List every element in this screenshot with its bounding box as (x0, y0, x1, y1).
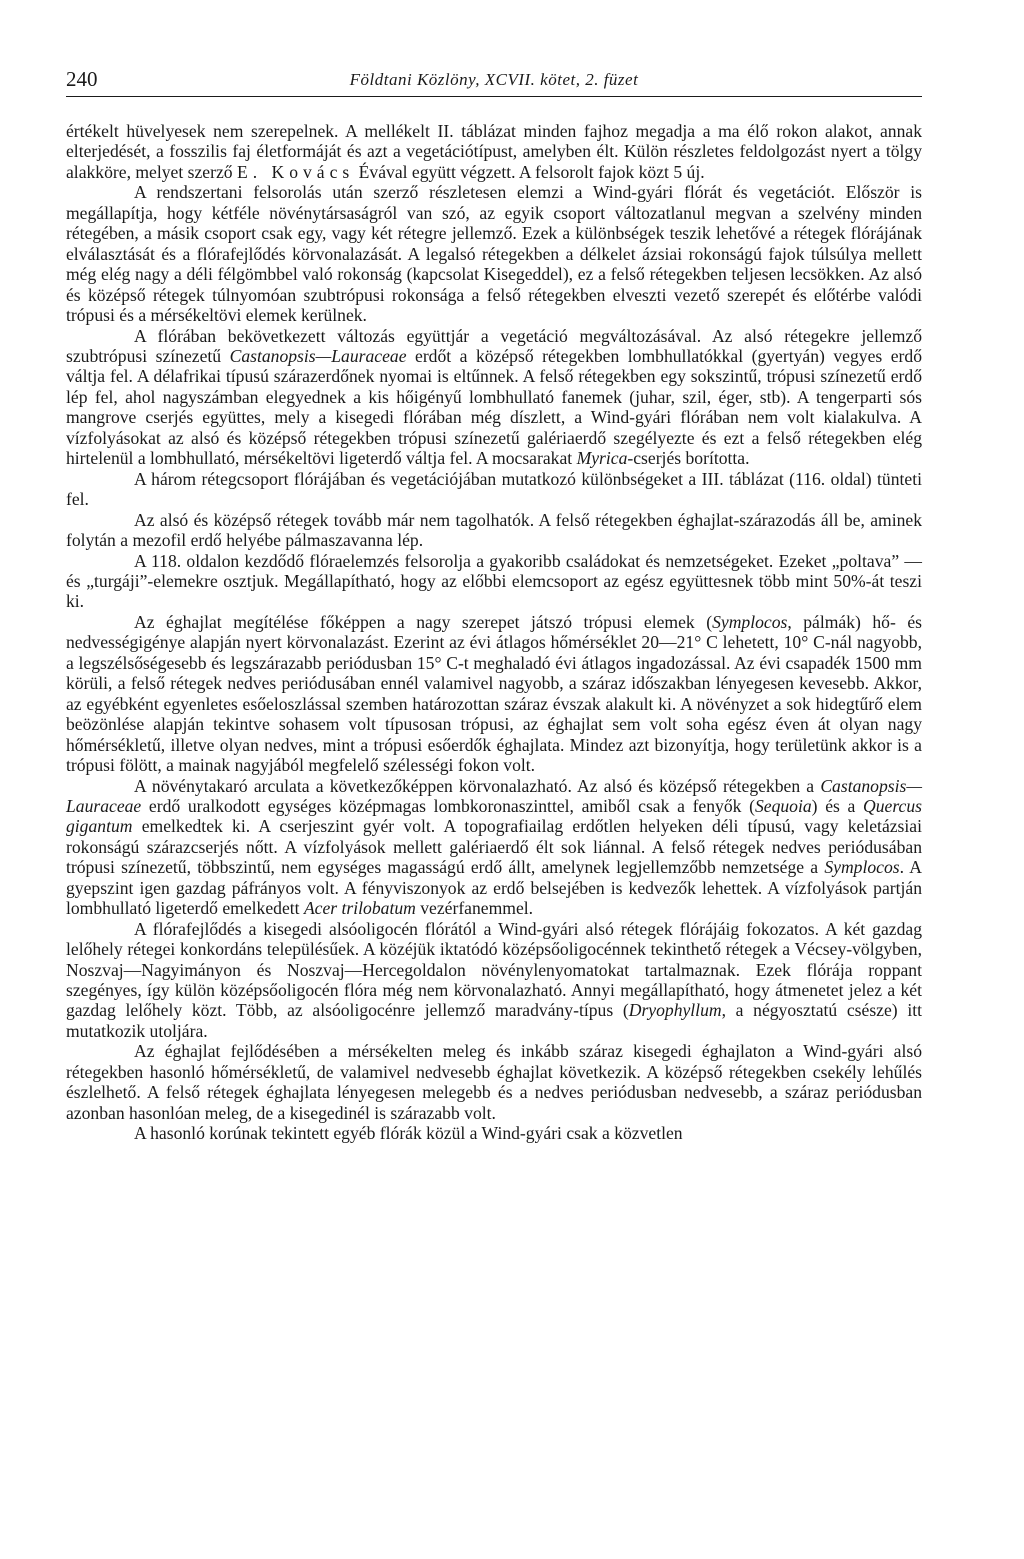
italic-term: Symplocos (712, 611, 788, 632)
paragraph (66, 510, 922, 551)
body-text (66, 121, 922, 1144)
text-run: A flórafejlődés a kisegedi alsóoligocén flórától a Wind-gyári alsó rétegek flórájáig fokozatos. A két gazdag lelőhely rétegei konkordáns településűek. A közéjük iktatódó középsőoligocénnek tekinthető rétegek a Vécsey-völgyben, Noszvaj—Nagyimányon és Noszvaj—Hercegoldalon növénylenyomatokat tartalmaznak. Ezek flórája roppant szegényes, így külön középsőoligocén flóra még nem körvonalazható. Annyi megállapítható, hogy átmenetet jelez a két gazdag lelőhely közt. Több, az alsóoligocénre jellemző maradvány-típus ( (66, 918, 922, 1021)
text-run: , pálmák) hő- és nedvességigénye alapján nyert körvonalazást. Ezerint az évi átlagos hőmérséklet 20—21° C lehetett, 10° C-nál nagyobb, a legszélsőségesebb és legszárazabb periódusban 15° C-t meghaladó évi átlagos ingadozással. Az évi csapadék 1500 mm körüli, a felső rétegek nedves periódusában ennél valamivel nagyobb, a száraz időszakban lényegesen kevesebb. Akkor, az egyébként egyenletes esőeloszlással szemben határozottan száraz évszak alakult ki. A növényzet a sok hidegtűrő elem beözönlése alapján tekintve sohasem volt típusosan trópusi, az éghajlat sem volt soha egész éven át olyan nagy hőmérsékletű, illetve olyan nedves, mint a trópusi esőerdők éghajlata. Mindez azt bizonyítja, hogy területünk akkor is a trópusi fölött, a mainak nagyjából megfelelő szélességi fokon volt. (66, 611, 922, 776)
author-name: E. Kovács (236, 161, 355, 182)
text-run: Az alsó és középső rétegek tovább már nem tagolhatók. A felső rétegekben éghajlat-szárazodás áll be, aminek folytán a mezofil erdő helyébe pálmaszavanna lép. (66, 509, 922, 551)
paragraph (66, 776, 922, 919)
italic-term: Symplocos (824, 857, 900, 878)
text-run: erdőt a középső rétegekben lombhullatókkal (gyertyán) vegyes erdő váltja fel. A délafrikai típusú szárazerdőnek nyomai is eltűnnek. A felső rétegekben egy sokszintű, trópusi színezetű erdő lép fel, ahol nagyszámban elegyednek a kis hőigényű lombhullató fanemek (juhar, szil, éger, stb). A tengerparti sós mangrove cserjés együttes, mely a kisegedi flórában még díszlett, a Wind-gyári flórában nem volt kialakulva. A vízfolyásokat az alsó és középső rétegekben trópusi színezetű galériaerdő szegélyezte és ezt a felső rétegekben elég hirtelenül a lombhullató, mérsékeltövi ligeterdő váltja fel. A mocsarakat (66, 345, 922, 469)
text-run: ) és a (811, 795, 864, 816)
paragraph (66, 121, 922, 182)
paragraph (66, 919, 922, 1042)
paragraph (66, 1041, 922, 1123)
text-run: A három rétegcsoport flórájában és vegetációjában mutatkozó különbségeket a III. táblázat (116. oldal) tünteti fel. (66, 468, 922, 510)
text-run: vezérfanemmel. (415, 898, 534, 919)
text-run: A hasonló korúnak tekintett egyéb flórák közül a Wind-gyári csak a közvetlen (134, 1123, 683, 1144)
italic-term: Quercus gigantum (66, 795, 922, 837)
text-run: . A gyepszint igen gazdag páfrányos volt. A fényviszonyok az erdő belsejében is kedvezők lehettek. A vízfolyások partján lombhullató ligeterdő emelkedett (66, 857, 922, 919)
italic-term: Castanopsis—Lauraceae (229, 345, 407, 366)
italic-term: Sequoia (754, 795, 812, 816)
paragraph (66, 326, 922, 469)
text-run: Évával együtt végzett. A felsorolt fajok közt 5 új. (354, 161, 705, 182)
text-run: Az éghajlat fejlődésében a mérsékelten meleg és inkább száraz kisegedi éghajlaton a Wind-gyári alsó rétegekben hasonló hőmérsékletű, de valamivel nedvesebb éghajlat következik. A középső rétegekben csekély lehűlés észlelhető. A felső rétegek éghajlata lényegesen melegebb és a nedves periódusban nedvesebb, a száraz periódusban azonban hasonlóan meleg, de a kisegedinél is szárazabb volt. (66, 1041, 922, 1123)
text-run: emelkedtek ki. A cserjeszint gyér volt. A topografiailag erdőtlen helyeken déli típusú, vagy keletázsiai rokonságú szárazcserjés nőtt. A vízfolyások mellett galériaerdő élt sok liánnal. A felső rétegek nedves periódusában trópusi színezetű, többszintű, nem egységes magasságú erdő állt, amelynek legjellemzőbb nemzetsége a (66, 816, 922, 878)
paragraph (66, 1123, 922, 1143)
paragraph (66, 612, 922, 776)
paragraph (66, 469, 922, 510)
text-run: Az éghajlat megítélése főképpen a nagy szerepet játszó trópusi elemek ( (134, 611, 713, 632)
text-run: értékelt hüvelyesek nem szerepelnek. A mellékelt II. táblázat minden fajhoz megadja a ma élő rokon alakot, annak elterjedését, a fosszilis faj életformáját és azt a vegetációtípust, amelyben élt. Külön részletes feldolgozást nyert a tölgy alakköre, melyet szerző (66, 121, 922, 182)
italic-term: Myrica (576, 448, 628, 469)
italic-term: Acer trilobatum (303, 898, 416, 919)
text-run: A flórában bekövetkezett változás együttjár a vegetáció megváltozásával. Az alsó rétegekre jellemző szubtrópusi színezetű (66, 325, 922, 366)
text-run: A növénytakaró arculata a következőképpen körvonalazható. Az alsó és középső rétegekben a (134, 775, 821, 796)
page-number: 240 (66, 67, 98, 91)
italic-term: Dryophyllum (628, 1000, 722, 1021)
text-run: -cserjés borította. (627, 448, 750, 469)
text-run: A 118. oldalon kezdődő flóraelemzés felsorolja a gyakoribb családokat és nemzetségeket. Ezeket „poltava” — és „turgáji”-elemekre osztjuk. Megállapítható, hogy az előbbi elemcsoport az egész együttesnek több mint 50%-át teszi ki. (66, 550, 922, 612)
paragraph (66, 182, 922, 325)
text-run: A rendszertani felsorolás után szerző részletesen elemzi a Wind-gyári flórát és vegetációt. Először is megállapítja, hogy kétféle növénytársaságról van szó, az egyik csoport változatlanul megvan a szelvény minden rétegében, a másik csoport csak egy, vagy két rétegre jellemző. Ezek a különbségek teszik lehetővé a rétegek flórájának elválasztását és a flórafejlődés körvonalazását. A legalsó rétegekben a délkelet ázsiai rokonságú fajok túlsúlya mellett még elég nagy a déli félgömbbel való rokonság (kapcsolat Kisegeddel), ez a felső rétegekben teljesen lecsökken. Az alsó és középső rétegek túlnyomóan szubtrópusi rokonsága a felső rétegekben elveszti vezető szerepét és előtérbe valódi trópusi és a mérsékeltövi elemek kerülnek. (66, 182, 922, 326)
italic-term: Castanopsis—Lauraceae (66, 775, 922, 816)
text-run: , a négyosztatú csésze) itt mutatkozik utoljára. (66, 1000, 922, 1041)
paragraph (66, 551, 922, 612)
running-head: Földtani Közlöny, XCVII. kötet, 2. füzet (349, 70, 639, 89)
text-run: erdő uralkodott egységes középmagas lombkoronaszinttel, amiből csak a fenyők ( (141, 795, 755, 816)
page-header (66, 66, 922, 97)
